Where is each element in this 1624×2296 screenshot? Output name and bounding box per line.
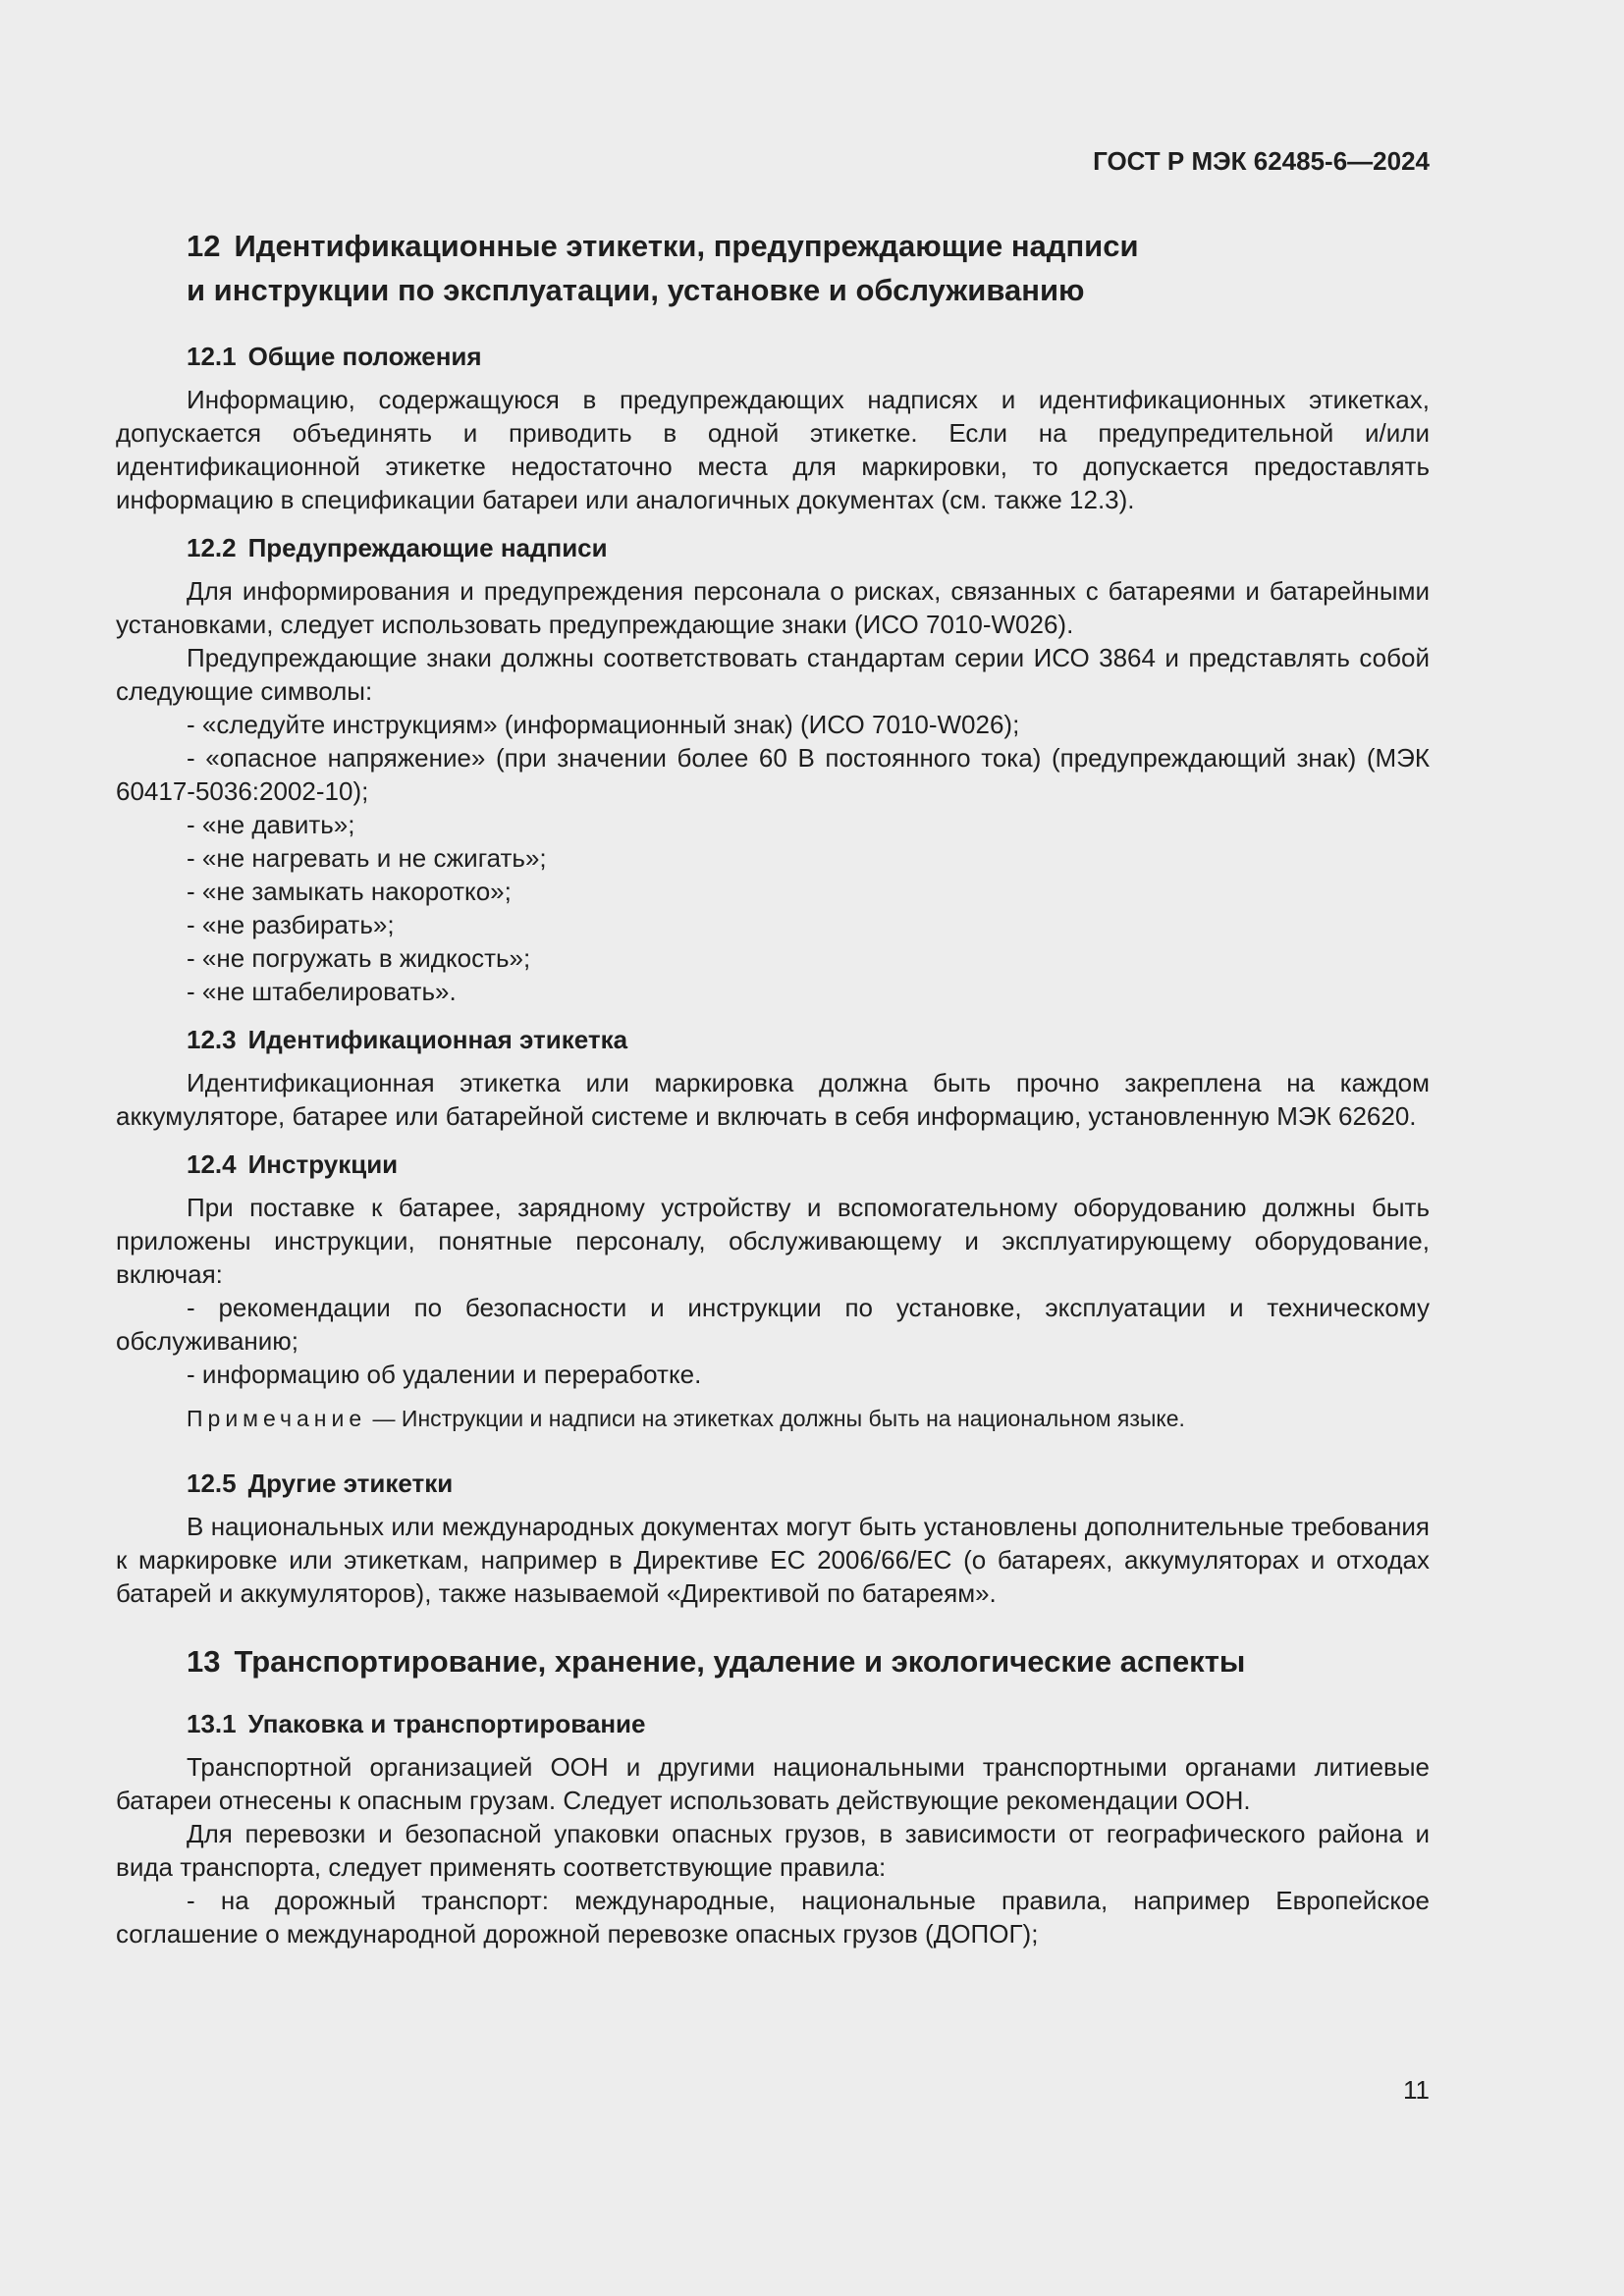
list-item: - «не нагревать и не сжигать»; [187, 843, 547, 873]
note-label: Примечание [187, 1406, 367, 1431]
subsection-12-5-number: 12.5 [187, 1468, 237, 1498]
subsection-13-1-heading [116, 1707, 1430, 1740]
list-item: - «не замыкать накоротко»; [187, 877, 512, 906]
section-13-title: Транспортирование, хранение, удаление и экологические аспекты [234, 1644, 1246, 1679]
subsection-12-4-title: Инструкции [247, 1149, 399, 1179]
subsection-12-3-number: 12.3 [187, 1025, 237, 1054]
paragraph-13-1-2: Для перевозки и безопасной упаковки опасных грузов, в зависимости от географического района и вида транспорта, следует применять соответствующие правила: [116, 1819, 1430, 1882]
list-item: - информацию об удалении и переработке. [187, 1360, 702, 1389]
list-item: - на дорожный транспорт: международные, национальные правила, например Европейское соглашение о международной дорожной перевозке опасных грузов (ДОПОГ); [116, 1886, 1430, 1949]
subsection-12-5-title: Другие этикетки [247, 1468, 454, 1498]
paragraph-12-2-1: Для информирования и предупреждения персонала о рисках, связанных с батареями и батарейными установками, следует использовать предупреждающие знаки (ИСО 7010-W026). [116, 576, 1430, 639]
subsection-12-5-heading [116, 1467, 1430, 1500]
section-12-number: 12 [187, 229, 221, 263]
subsection-12-1-number: 12.1 [187, 342, 237, 371]
section-13-number: 13 [187, 1644, 221, 1679]
section-13-heading [116, 1639, 1430, 1683]
note-dash: — [366, 1406, 402, 1431]
paragraph-12-3-1: Идентификационная этикетка или маркировка должна быть прочно закреплена на каждом аккумуляторе, батарее или батарейной системе и включать в себя информацию, установленную МЭК 62620. [116, 1068, 1430, 1131]
note-12-4 [116, 1403, 1430, 1434]
subsection-12-2-title: Предупреждающие надписи [247, 533, 608, 562]
list-item: - «не штабелировать». [187, 977, 457, 1006]
subsection-12-2-heading [116, 531, 1430, 564]
page-number: 11 [1403, 2075, 1430, 2105]
section-12-heading [116, 224, 1430, 312]
list-item: - рекомендации по безопасности и инструкции по установке, эксплуатации и техническому обслуживанию; [116, 1293, 1430, 1356]
document-page [116, 145, 1430, 1950]
subsection-13-1-title: Упаковка и транспортирование [247, 1709, 646, 1738]
subsection-12-3-title: Идентификационная этикетка [247, 1025, 628, 1054]
paragraph-12-4-1: При поставке к батарее, зарядному устройству и вспомогательному оборудованию должны быть приложены инструкции, понятные персоналу, обслуживающему и эксплуатирующему оборудование, включая: [116, 1193, 1430, 1289]
paragraph-13-1-1: Транспортной организацией ООН и другими национальными транспортными органами литиевые батареи отнесены к опасным грузам. Следует использовать действующие рекомендации ООН. [116, 1752, 1430, 1815]
note-text: Инструкции и надписи на этикетках должны быть на национальном языке. [401, 1406, 1185, 1431]
subsection-12-3-heading [116, 1023, 1430, 1056]
subsection-12-2-number: 12.2 [187, 533, 237, 562]
paragraph-12-2-2: Предупреждающие знаки должны соответствовать стандартам серии ИСО 3864 и представлять собой следующие символы: [116, 643, 1430, 706]
list-item: - «не погружать в жидкость»; [187, 943, 531, 973]
list-item: - «следуйте инструкциям» (информационный знак) (ИСО 7010-W026); [187, 710, 1020, 739]
subsection-13-1-number: 13.1 [187, 1709, 237, 1738]
document-code-header: ГОСТ Р МЭК 62485-6—2024 [1093, 146, 1430, 176]
subsection-12-4-heading [116, 1148, 1430, 1181]
paragraph-12-5-1: В национальных или международных документах могут быть установлены дополнительные требования к маркировке или этикеткам, например в Директиве ЕС 2006/66/ЕС (о батареях, аккумуляторах и отходах батарей и аккумуляторов), также называемой «Директивой по батареям». [116, 1512, 1430, 1608]
paragraph-12-1-1: Информацию, содержащуюся в предупреждающих надписях и идентификационных этикетках, допускается объединять и приводить в одной этикетке. Если на предупредительной и/или идентификационной этикетке недостаточно места для маркировки, то допускается предоставлять информацию в спецификации батареи или аналогичных документах (см. также 12.3). [116, 385, 1430, 514]
list-item: - «не давить»; [187, 810, 355, 839]
section-12-title-line2: и инструкции по эксплуатации, установке и обслуживанию [187, 273, 1085, 307]
subsection-12-1-heading [116, 340, 1430, 373]
subsection-12-4-number: 12.4 [187, 1149, 237, 1179]
subsection-12-1-title: Общие положения [247, 342, 482, 371]
section-12-title-line1: Идентификационные этикетки, предупреждающие надписи [234, 229, 1139, 263]
list-item: - «не разбирать»; [187, 910, 395, 939]
list-item: - «опасное напряжение» (при значении более 60 В постоянного тока) (предупреждающий знак) (МЭК 60417-5036:2002-10); [116, 743, 1430, 806]
